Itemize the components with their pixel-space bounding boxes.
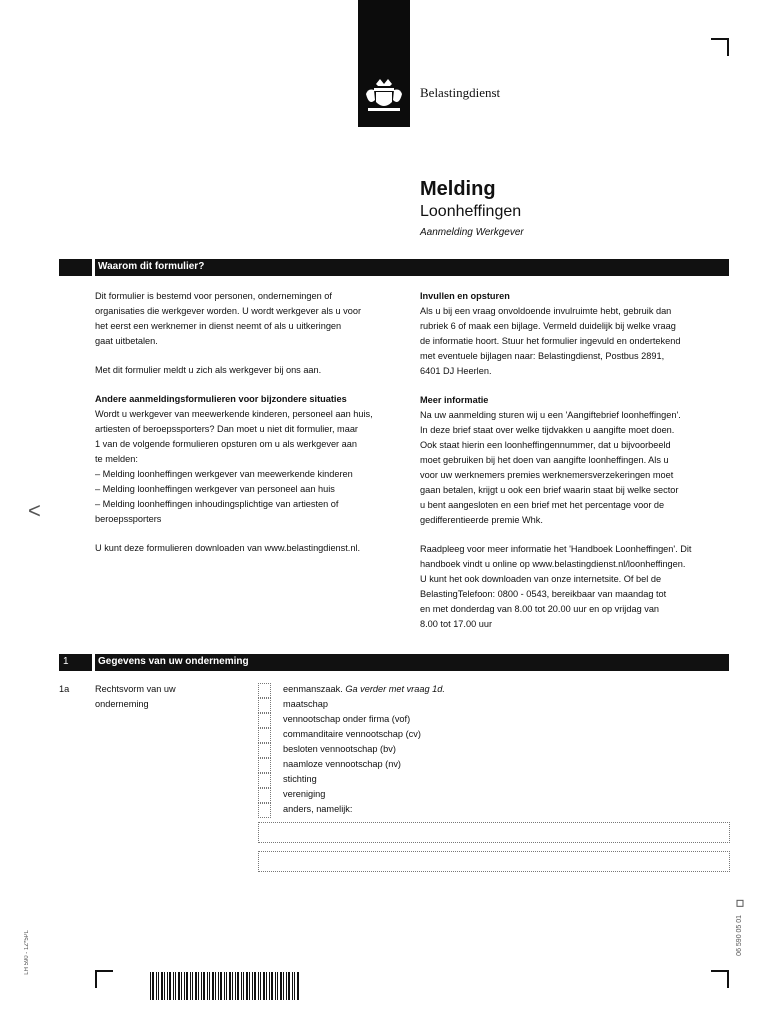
question-number: 1a [59, 684, 70, 694]
form-code-left: LH 590 - 1Z*5PL [24, 930, 30, 975]
option-text: vennootschap onder firma (vof) [283, 714, 411, 724]
barcode-stripe [218, 972, 219, 1000]
barcode-stripe [158, 972, 159, 1000]
text-line: artiesten of beroepssporters? Dan moet u niet dit formulier, maar [95, 424, 358, 434]
barcode-stripe [220, 972, 222, 1000]
barcode-stripe [198, 972, 199, 1000]
barcode-stripe [161, 972, 163, 1000]
option-text: vereniging [283, 789, 326, 799]
text-line: BelastingTelefoon: 0800 - 0543, bereikbaar van maandag tot [420, 589, 667, 599]
option-checkbox[interactable] [258, 803, 271, 818]
text-line: handboek vindt u online op www.belastingdienst.nl/loonheffingen. [420, 559, 686, 569]
option-label [283, 712, 410, 727]
barcode-stripe [235, 972, 236, 1000]
barcode-stripe [203, 972, 205, 1000]
text-line: voor uw werknemers premies werknemersverzekeringen moet [420, 470, 674, 480]
option-text: naamloze vennootschap (nv) [283, 759, 401, 769]
text-line: gaat uitbetalen. [95, 336, 158, 346]
option-checkbox[interactable] [258, 788, 271, 803]
text-line: Na uw aanmelding sturen wij u een 'Aangiftebrief loonheffingen'. [420, 410, 681, 420]
text-line: Als u bij een vraag onvoldoende invulruimte hebt, gebruik dan [420, 306, 672, 316]
option-text: eenmanszaak. [283, 684, 346, 694]
paragraph-gap [95, 349, 373, 363]
barcode-stripe [243, 972, 244, 1000]
option-label [283, 727, 421, 742]
barcode-stripe [263, 972, 265, 1000]
option-checkbox[interactable] [258, 713, 271, 728]
bar-separator [92, 259, 95, 276]
barcode-stripe [190, 972, 191, 1000]
text-line: beroepssporters [95, 514, 162, 524]
text-heading: Andere aanmeldingsformulieren voor bijzondere situaties [95, 394, 347, 404]
option-text: commanditaire vennootschap (cv) [283, 729, 421, 739]
paragraph-gap [420, 379, 691, 393]
barcode-stripe [152, 972, 154, 1000]
text-line: en met donderdag van 8.00 tot 20.00 uur en op vrijdag van [420, 604, 660, 614]
option-label [283, 757, 401, 772]
form-title: Melding [420, 178, 496, 200]
logo-bar [358, 0, 410, 127]
form-code-text: 06 590 05 01 [736, 914, 743, 956]
option-label [283, 802, 352, 817]
bar-separator [92, 654, 95, 671]
barcode-stripe [167, 972, 168, 1000]
option-checkbox[interactable] [258, 758, 271, 773]
barcode-stripe [297, 972, 299, 1000]
option-text: besloten vennootschap (bv) [283, 744, 396, 754]
barcode-stripe [186, 972, 188, 1000]
text-heading: Meer informatie [420, 395, 489, 405]
barcode-stripe [254, 972, 256, 1000]
option-label [283, 742, 396, 757]
text-line: Wordt u werkgever van meewerkende kinderen, personeel aan huis, [95, 409, 373, 419]
barcode-stripe [201, 972, 202, 1000]
text-line: moet gebruiken bij het doen van aangifte loonheffingen. Als u [420, 455, 669, 465]
section-number: 1 [63, 656, 69, 667]
barcode-stripe [156, 972, 157, 1000]
text-line: het eerst een werknemer in dienst neemt of als u uitkeringen [95, 321, 342, 331]
back-arrow-icon: < [28, 498, 41, 523]
text-line: gaan betalen, krijgt u ook een brief waarin staat bij welke sector [420, 485, 679, 495]
barcode-stripe [212, 972, 214, 1000]
barcode-stripe [294, 972, 295, 1000]
barcode-stripe [271, 972, 273, 1000]
intro-right-column [420, 289, 691, 632]
text-line: Met dit formulier meldt u zich als werkgever bij ons aan. [95, 365, 322, 375]
section-bar-1 [59, 654, 729, 671]
barcode-stripe [229, 972, 231, 1000]
option-label [283, 787, 325, 802]
barcode-stripe [178, 972, 180, 1000]
text-line: gedifferentieerde premie Whk. [420, 515, 543, 525]
intro-left-column [95, 289, 373, 556]
barcode-stripe [246, 972, 248, 1000]
text-line: Dit formulier is bestemd voor personen, ondernemingen of [95, 291, 332, 301]
barcode-stripe [150, 972, 151, 1000]
barcode-stripe [237, 972, 239, 1000]
option-label [283, 772, 317, 787]
barcode-stripe [283, 972, 284, 1000]
paragraph-gap [95, 527, 373, 541]
barcode-stripe [277, 972, 278, 1000]
barcode-stripe [288, 972, 290, 1000]
barcode-stripe [181, 972, 182, 1000]
option-text: anders, namelijk: [283, 804, 353, 814]
text-line: – Melding loonheffingen werkgever van meewerkende kinderen [95, 469, 353, 479]
option-label [283, 682, 445, 697]
barcode-stripe [286, 972, 287, 1000]
barcode-stripe [292, 972, 293, 1000]
text-line: te melden: [95, 454, 138, 464]
text-line: 8.00 tot 17.00 uur [420, 619, 493, 629]
option-checkbox[interactable] [258, 683, 271, 698]
text-line: Ook staat hierin een loonheffingennummer, dat u bijvoorbeeld [420, 440, 671, 450]
barcode-stripe [275, 972, 276, 1000]
small-square-icon [737, 900, 744, 907]
text-line: organisaties die werkgever worden. U wordt werkgever als u voor [95, 306, 362, 316]
barcode-stripe [266, 972, 267, 1000]
barcode-stripe [195, 972, 197, 1000]
section-title: Gegevens van uw onderneming [98, 656, 249, 667]
barcode-stripe [207, 972, 208, 1000]
crop-mark-bottom-right [711, 970, 729, 988]
question-label [95, 682, 176, 712]
barcode-stripe [209, 972, 210, 1000]
crest-icon [358, 0, 410, 127]
barcode-stripe [164, 972, 165, 1000]
option-label [283, 697, 328, 712]
text-line: U kunt het ook downloaden van onze internetsite. Of bel de [420, 574, 662, 584]
barcode-stripe [184, 972, 185, 1000]
option-checkbox[interactable] [258, 728, 271, 743]
other-text-field-1[interactable] [258, 822, 730, 843]
barcode-stripe [215, 972, 216, 1000]
barcode-stripe [173, 972, 174, 1000]
option-text: stichting [283, 774, 317, 784]
paragraph-gap [95, 378, 373, 392]
barcode-stripe [226, 972, 227, 1000]
brand-name: Belastingdienst [420, 85, 501, 100]
barcode-stripe [232, 972, 233, 1000]
form-subtitle: Loonheffingen [420, 203, 522, 220]
barcode-stripe [224, 972, 225, 1000]
form-type: Aanmelding Werkgever [420, 227, 524, 238]
section-bar-intro [59, 259, 729, 276]
paragraph-gap [420, 528, 691, 542]
option-checkbox[interactable] [258, 773, 271, 788]
crop-mark-bottom-left [95, 970, 113, 988]
option-checkbox[interactable] [258, 698, 271, 713]
barcode-stripe [258, 972, 259, 1000]
text-heading: Invullen en opsturen [420, 291, 510, 301]
barcode-stripe [260, 972, 261, 1000]
text-line: In deze brief staat over welke tijdvakken u aangifte moet doen. [420, 425, 675, 435]
option-note: Ga verder met vraag 1d. [345, 684, 445, 694]
barcode-stripe [249, 972, 250, 1000]
form-code-right [736, 900, 744, 956]
text-line: 6401 DJ Heerlen. [420, 366, 492, 376]
text-line: de informatie hoort. Stuur het formulier ingevuld en ondertekend [420, 336, 681, 346]
barcode-icon [150, 972, 300, 1000]
text-line: rubriek 6 of maak een bijlage. Vermeld duidelijk bij welke vraag [420, 321, 676, 331]
crop-mark-top-right [711, 38, 729, 56]
text-line: U kunt deze formulieren downloaden van www.belastingdienst.nl. [95, 543, 361, 553]
barcode-stripe [169, 972, 171, 1000]
barcode-stripe [269, 972, 270, 1000]
question-label-line: onderneming [95, 699, 149, 709]
question-label-line: Rechtsvorm van uw [95, 684, 176, 694]
option-text: maatschap [283, 699, 328, 709]
other-text-field-2[interactable] [258, 851, 730, 872]
option-checkbox[interactable] [258, 743, 271, 758]
barcode-stripe [192, 972, 193, 1000]
barcode-stripe [175, 972, 176, 1000]
text-line: Raadpleeg voor meer informatie het 'Handboek Loonheffingen'. Dit [420, 544, 692, 554]
barcode-stripe [280, 972, 282, 1000]
barcode-stripe [252, 972, 253, 1000]
text-line: met eventuele bijlagen naar: Belastingdienst, Postbus 2891, [420, 351, 665, 361]
text-line: u bent aangesloten en een brief met het percentage voor de [420, 500, 665, 510]
text-line: – Melding loonheffingen inhoudingsplichtige van artiesten of [95, 499, 339, 509]
barcode-stripe [241, 972, 242, 1000]
text-line: 1 van de volgende formulieren opsturen om u als werkgever aan [95, 439, 357, 449]
section-title: Waarom dit formulier? [98, 261, 205, 272]
text-line: – Melding loonheffingen werkgever van personeel aan huis [95, 484, 335, 494]
